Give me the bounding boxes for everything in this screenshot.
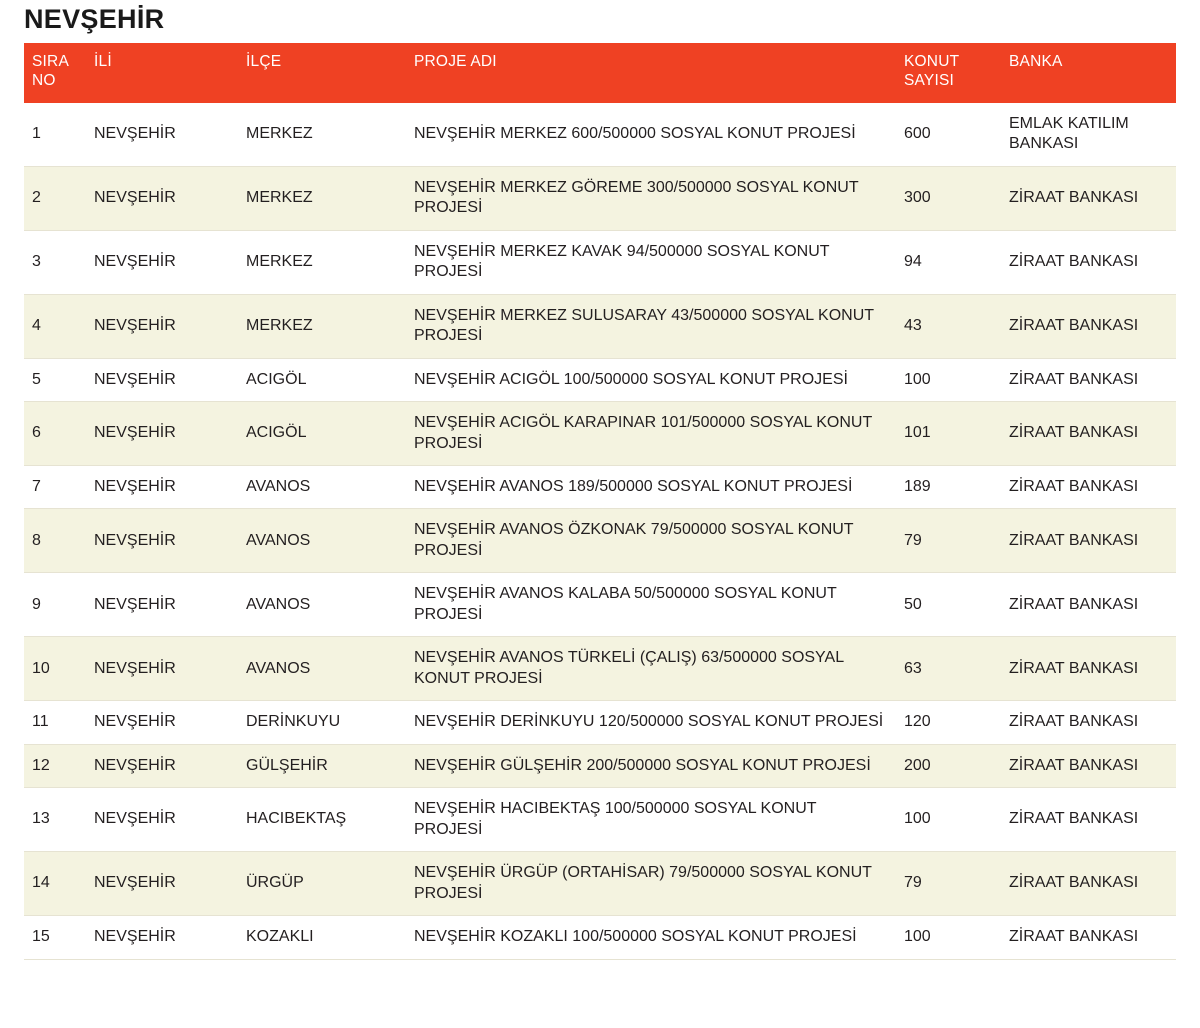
cell-banka: ZİRAAT BANKASI: [1001, 465, 1176, 508]
cell-ilce: ACIGÖL: [238, 358, 406, 401]
table-header-row: [24, 43, 1176, 103]
cell-banka: ZİRAAT BANKASI: [1001, 701, 1176, 744]
cell-ilce: KOZAKLI: [238, 916, 406, 959]
cell-ilce: DERİNKUYU: [238, 701, 406, 744]
cell-konut-sayisi: 200: [896, 744, 1001, 787]
cell-il: NEVŞEHİR: [86, 852, 238, 916]
cell-proje-adi: NEVŞEHİR MERKEZ SULUSARAY 43/500000 SOSYAL KONUT PROJESİ: [406, 294, 896, 358]
cell-proje-adi: NEVŞEHİR GÜLŞEHİR 200/500000 SOSYAL KONUT PROJESİ: [406, 744, 896, 787]
cell-proje-adi: NEVŞEHİR AVANOS KALABA 50/500000 SOSYAL KONUT PROJESİ: [406, 573, 896, 637]
table-row: [24, 103, 1176, 166]
column-header-ilce: İLÇE: [238, 43, 406, 103]
cell-konut-sayisi: 43: [896, 294, 1001, 358]
cell-banka: ZİRAAT BANKASI: [1001, 637, 1176, 701]
cell-konut-sayisi: 79: [896, 509, 1001, 573]
table-row: [24, 916, 1176, 959]
cell-proje-adi: NEVŞEHİR HACIBEKTAŞ 100/500000 SOSYAL KONUT PROJESİ: [406, 788, 896, 852]
cell-banka: ZİRAAT BANKASI: [1001, 852, 1176, 916]
cell-il: NEVŞEHİR: [86, 788, 238, 852]
cell-sira-no: 1: [24, 103, 86, 166]
page-title: NEVŞEHİR: [24, 4, 165, 34]
document-page: [0, 4, 1200, 960]
cell-ilce: HACIBEKTAŞ: [238, 788, 406, 852]
table-header: [24, 43, 1176, 103]
cell-proje-adi: NEVŞEHİR ACIGÖL 100/500000 SOSYAL KONUT PROJESİ: [406, 358, 896, 401]
column-header-banka: BANKA: [1001, 43, 1176, 103]
table-row: [24, 402, 1176, 466]
cell-konut-sayisi: 189: [896, 465, 1001, 508]
cell-proje-adi: NEVŞEHİR ACIGÖL KARAPINAR 101/500000 SOSYAL KONUT PROJESİ: [406, 402, 896, 466]
column-header-sira-no: SIRA NO: [24, 43, 86, 103]
table-row: [24, 465, 1176, 508]
cell-il: NEVŞEHİR: [86, 402, 238, 466]
cell-sira-no: 13: [24, 788, 86, 852]
column-header-il: İLİ: [86, 43, 238, 103]
cell-banka: ZİRAAT BANKASI: [1001, 166, 1176, 230]
cell-konut-sayisi: 79: [896, 852, 1001, 916]
cell-sira-no: 7: [24, 465, 86, 508]
cell-ilce: MERKEZ: [238, 230, 406, 294]
cell-banka: ZİRAAT BANKASI: [1001, 509, 1176, 573]
cell-banka: EMLAK KATILIM BANKASI: [1001, 103, 1176, 166]
cell-sira-no: 2: [24, 166, 86, 230]
cell-il: NEVŞEHİR: [86, 358, 238, 401]
cell-konut-sayisi: 50: [896, 573, 1001, 637]
cell-ilce: GÜLŞEHİR: [238, 744, 406, 787]
cell-banka: ZİRAAT BANKASI: [1001, 573, 1176, 637]
table-row: [24, 166, 1176, 230]
cell-proje-adi: NEVŞEHİR AVANOS 189/500000 SOSYAL KONUT PROJESİ: [406, 465, 896, 508]
table-row: [24, 509, 1176, 573]
social-housing-projects-table: [24, 43, 1176, 960]
cell-proje-adi: NEVŞEHİR MERKEZ GÖREME 300/500000 SOSYAL KONUT PROJESİ: [406, 166, 896, 230]
cell-sira-no: 3: [24, 230, 86, 294]
cell-ilce: MERKEZ: [238, 294, 406, 358]
cell-proje-adi: NEVŞEHİR KOZAKLI 100/500000 SOSYAL KONUT PROJESİ: [406, 916, 896, 959]
cell-ilce: ACIGÖL: [238, 402, 406, 466]
cell-il: NEVŞEHİR: [86, 294, 238, 358]
cell-il: NEVŞEHİR: [86, 916, 238, 959]
cell-ilce: AVANOS: [238, 637, 406, 701]
cell-sira-no: 4: [24, 294, 86, 358]
table-row: [24, 230, 1176, 294]
cell-banka: ZİRAAT BANKASI: [1001, 294, 1176, 358]
cell-il: NEVŞEHİR: [86, 166, 238, 230]
cell-il: NEVŞEHİR: [86, 744, 238, 787]
cell-proje-adi: NEVŞEHİR AVANOS TÜRKELİ (ÇALIŞ) 63/500000 SOSYAL KONUT PROJESİ: [406, 637, 896, 701]
cell-konut-sayisi: 100: [896, 916, 1001, 959]
table-row: [24, 358, 1176, 401]
cell-ilce: AVANOS: [238, 573, 406, 637]
cell-sira-no: 15: [24, 916, 86, 959]
cell-sira-no: 14: [24, 852, 86, 916]
cell-banka: ZİRAAT BANKASI: [1001, 744, 1176, 787]
cell-ilce: AVANOS: [238, 509, 406, 573]
cell-il: NEVŞEHİR: [86, 103, 238, 166]
cell-sira-no: 6: [24, 402, 86, 466]
cell-konut-sayisi: 300: [896, 166, 1001, 230]
cell-konut-sayisi: 100: [896, 358, 1001, 401]
cell-sira-no: 12: [24, 744, 86, 787]
cell-il: NEVŞEHİR: [86, 701, 238, 744]
cell-proje-adi: NEVŞEHİR MERKEZ KAVAK 94/500000 SOSYAL KONUT PROJESİ: [406, 230, 896, 294]
table-row: [24, 852, 1176, 916]
cell-ilce: MERKEZ: [238, 166, 406, 230]
cell-banka: ZİRAAT BANKASI: [1001, 358, 1176, 401]
cell-sira-no: 11: [24, 701, 86, 744]
cell-ilce: ÜRGÜP: [238, 852, 406, 916]
cell-il: NEVŞEHİR: [86, 230, 238, 294]
cell-il: NEVŞEHİR: [86, 509, 238, 573]
table-row: [24, 637, 1176, 701]
cell-banka: ZİRAAT BANKASI: [1001, 916, 1176, 959]
cell-il: NEVŞEHİR: [86, 637, 238, 701]
cell-sira-no: 9: [24, 573, 86, 637]
cell-sira-no: 8: [24, 509, 86, 573]
cell-konut-sayisi: 100: [896, 788, 1001, 852]
cell-konut-sayisi: 63: [896, 637, 1001, 701]
table-body: [24, 103, 1176, 959]
cell-il: NEVŞEHİR: [86, 465, 238, 508]
cell-konut-sayisi: 94: [896, 230, 1001, 294]
cell-proje-adi: NEVŞEHİR MERKEZ 600/500000 SOSYAL KONUT PROJESİ: [406, 103, 896, 166]
cell-il: NEVŞEHİR: [86, 573, 238, 637]
cell-proje-adi: NEVŞEHİR DERİNKUYU 120/500000 SOSYAL KONUT PROJESİ: [406, 701, 896, 744]
cell-banka: ZİRAAT BANKASI: [1001, 230, 1176, 294]
table-row: [24, 701, 1176, 744]
cell-konut-sayisi: 120: [896, 701, 1001, 744]
cell-konut-sayisi: 101: [896, 402, 1001, 466]
table-row: [24, 573, 1176, 637]
cell-konut-sayisi: 600: [896, 103, 1001, 166]
cell-proje-adi: NEVŞEHİR AVANOS ÖZKONAK 79/500000 SOSYAL KONUT PROJESİ: [406, 509, 896, 573]
cell-ilce: AVANOS: [238, 465, 406, 508]
cell-banka: ZİRAAT BANKASI: [1001, 402, 1176, 466]
cell-proje-adi: NEVŞEHİR ÜRGÜP (ORTAHİSAR) 79/500000 SOSYAL KONUT PROJESİ: [406, 852, 896, 916]
cell-ilce: MERKEZ: [238, 103, 406, 166]
column-header-konut-sayisi: KONUT SAYISI: [896, 43, 1001, 103]
cell-sira-no: 5: [24, 358, 86, 401]
table-row: [24, 294, 1176, 358]
table-row: [24, 788, 1176, 852]
cell-sira-no: 10: [24, 637, 86, 701]
table-row: [24, 744, 1176, 787]
cell-banka: ZİRAAT BANKASI: [1001, 788, 1176, 852]
column-header-proje-adi: PROJE ADI: [406, 43, 896, 103]
